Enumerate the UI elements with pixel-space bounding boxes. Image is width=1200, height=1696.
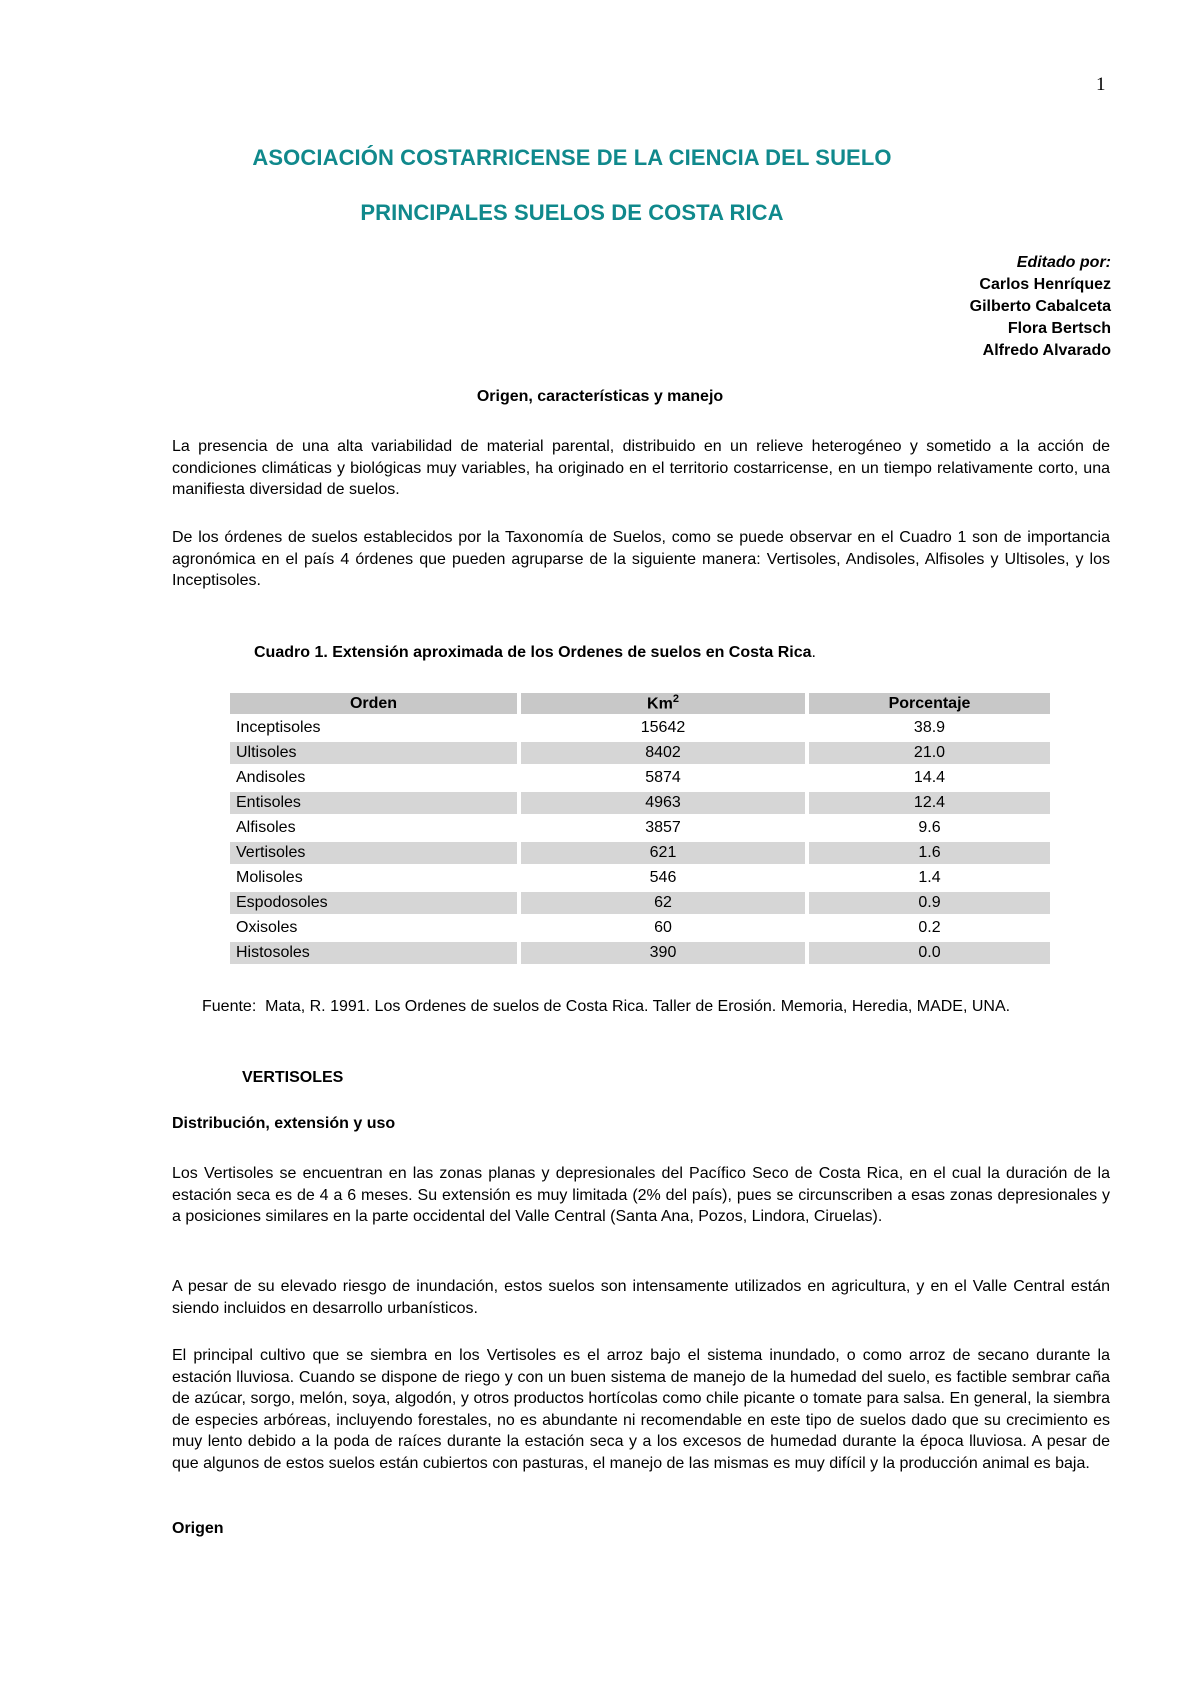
soil-orders-table — [226, 690, 1054, 967]
cell-pct: 0.2 — [918, 919, 941, 936]
source-text: Mata, R. 1991. Los Ordenes de suelos de Costa Rica. Taller de Erosión. Memoria, Heredia, MADE, UNA. — [265, 998, 1011, 1015]
source-label: Fuente: — [202, 998, 257, 1015]
table-header-row — [230, 693, 1050, 714]
organization-title: ASOCIACIÓN COSTARRICENSE DE LA CIENCIA DEL SUELO — [252, 145, 892, 170]
cell-km: 3857 — [645, 819, 681, 836]
cell-km: 62 — [521, 892, 805, 914]
cell-orden: Andisoles — [236, 769, 306, 786]
cell-pct: 38.9 — [913, 719, 946, 736]
intro-paragraph-1: La presencia de una alta variabilidad de material parental, distribuido en un relieve heterogéneo y sometido a la acción de condiciones climáticas y biológicas muy variables, ha originado en el territorio costarricense, en un tiempo relativamente corto, una manifiesta diversidad de suelos. — [172, 438, 1110, 498]
cell-orden: Histosoles — [230, 942, 517, 964]
header-porcentaje: Porcentaje — [809, 693, 1050, 714]
cell-orden: Entisoles — [230, 792, 517, 814]
origin-heading: Origen — [172, 1520, 224, 1537]
table-caption-text: Cuadro 1. Extensión aproximada de los Ordenes de suelos en Costa Rica — [254, 644, 812, 661]
cell-pct: 9.6 — [918, 819, 941, 836]
table-source — [172, 996, 1097, 1018]
cell-pct: 14.4 — [913, 769, 946, 786]
cell-pct: 1.4 — [918, 869, 941, 886]
header-km-label: Km — [647, 695, 673, 713]
section-paragraph-1: Los Vertisoles se encuentran en las zonas planas y depresionales del Pacífico Seco de Costa Rica, en el cual la duración de la estación seca es de 4 a 6 meses. Su extensión es muy limitada (2% del país), pues se circunscriben a esas zonas depresionales y a posiciones similares en la parte occidental del Valle Central (Santa Ana, Pozos, Lindora, Ciruelas). — [172, 1165, 1110, 1225]
cell-orden: Vertisoles — [230, 842, 517, 864]
table-row — [230, 842, 1050, 864]
header-km-superscript: 2 — [672, 693, 679, 706]
table-caption-end: . — [811, 644, 816, 661]
cell-km: 15642 — [640, 719, 686, 736]
section-subheading: Distribución, extensión y uso — [172, 1115, 396, 1132]
header-km — [521, 693, 805, 714]
table-row — [230, 867, 1050, 889]
table-row — [230, 892, 1050, 914]
table-caption — [254, 644, 816, 662]
table-row — [230, 717, 1050, 739]
cell-orden: Inceptisoles — [236, 719, 321, 736]
cell-pct: 12.4 — [809, 792, 1050, 814]
cell-orden: Alfisoles — [236, 819, 296, 836]
cell-orden: Espodosoles — [230, 892, 517, 914]
cell-orden: Oxisoles — [236, 919, 298, 936]
table-row — [230, 792, 1050, 814]
cell-km: 8402 — [521, 742, 805, 764]
table-row — [230, 742, 1050, 764]
cell-orden: Molisoles — [236, 869, 303, 886]
table-row — [230, 817, 1050, 839]
editor-name: Gilberto Cabalceta — [969, 298, 1111, 315]
cell-pct: 0.9 — [809, 892, 1050, 914]
cell-km: 390 — [521, 942, 805, 964]
header-orden: Orden — [230, 693, 517, 714]
cell-pct: 0.0 — [809, 942, 1050, 964]
section-title: VERTISOLES — [242, 1069, 344, 1086]
editor-name: Carlos Henríquez — [979, 276, 1111, 293]
cell-km: 60 — [654, 919, 672, 936]
section-paragraph-2: A pesar de su elevado riesgo de inundación, estos suelos son intensamente utilizados en agricultura, y en el Valle Central están siendo incluidos en desarrollo urbanísticos. — [172, 1278, 1110, 1317]
cell-pct: 21.0 — [809, 742, 1050, 764]
cell-km: 5874 — [645, 769, 681, 786]
editor-name: Alfredo Alvarado — [982, 342, 1111, 359]
document-title: PRINCIPALES SUELOS DE COSTA RICA — [360, 200, 784, 225]
table-row — [230, 917, 1050, 939]
intro-heading: Origen, características y manejo — [476, 388, 724, 405]
cell-pct: 1.6 — [809, 842, 1050, 864]
cell-km: 546 — [649, 869, 677, 886]
editors-label: Editado por: — [1016, 254, 1111, 271]
editor-name: Flora Bertsch — [1007, 320, 1111, 337]
cell-km: 621 — [521, 842, 805, 864]
intro-paragraph-2: De los órdenes de suelos establecidos por la Taxonomía de Suelos, como se puede observar en el Cuadro 1 son de importancia agronómica en el país 4 órdenes que pueden agruparse de la siguiente manera: Vertisoles, Andisoles, Alfisoles y Ultisoles, y los Inceptisoles. — [172, 529, 1110, 589]
table-row — [230, 942, 1050, 964]
section-paragraph-3: El principal cultivo que se siembra en los Vertisoles es el arroz bajo el sistema inundado, o como arroz de secano durante la estación lluviosa. Cuando se dispone de riego y con un buen sistema de manejo de la humedad del suelo, es factible sembrar caña de azúcar, sorgo, melón, soya, algodón, y otros productos hortícolas como chile picante o tomate para salsa. En general, la siembra de especies arbóreas, incluyendo forestales, no es abundante ni recomendable en este tipo de suelos dado que su crecimiento es muy lento debido a la poda de raíces durante la estación seca y a los excesos de humedad durante la época lluviosa. A pesar de que algunos de estos suelos están cubiertos con pasturas, el manejo de las mismas es muy difícil y la producción animal es baja. — [172, 1347, 1110, 1472]
table-row — [230, 767, 1050, 789]
cell-km: 4963 — [521, 792, 805, 814]
cell-orden: Ultisoles — [230, 742, 517, 764]
page-number: 1 — [1096, 74, 1106, 95]
editors-block — [970, 252, 1111, 362]
